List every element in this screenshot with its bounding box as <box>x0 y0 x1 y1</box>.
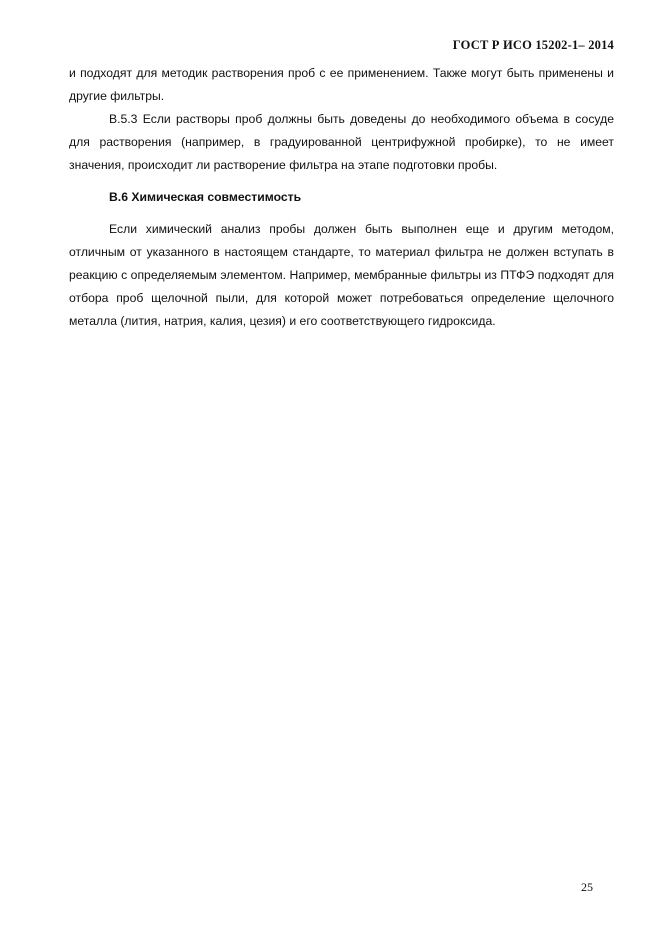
paragraph-chemical-compatibility: Если химический анализ пробы должен быть выполнен еще и другим методом, отличным от указанного в настоящем стандарте, то материал фильтра не должен вступать в реакцию с определяемым элементом. Например, мембранные фильтры из ПТФЭ подходят для отбора проб щелочной пыли, для которой может потребоваться определение щелочного металла (лития, натрия, калия, цезия) и его соответствующего гидроксида. <box>69 222 614 328</box>
page-number: 25 <box>581 880 593 894</box>
document-body <box>69 62 614 333</box>
paragraph-continuation: и подходят для методик растворения проб с ее применением. Также могут быть применены и другие фильтры. <box>69 66 614 103</box>
paragraph-b53: В.5.3 Если растворы проб должны быть доведены до необходимого объема в сосуде для растворения (например, в градуированной центрифужной пробирке), то не имеет значения, происходит ли растворение фильтра на этапе подготовки пробы. <box>69 112 614 172</box>
document-header: ГОСТ Р ИСО 15202-1– 2014 <box>452 38 614 52</box>
section-heading: В.6 Химическая совместимость <box>109 190 302 204</box>
